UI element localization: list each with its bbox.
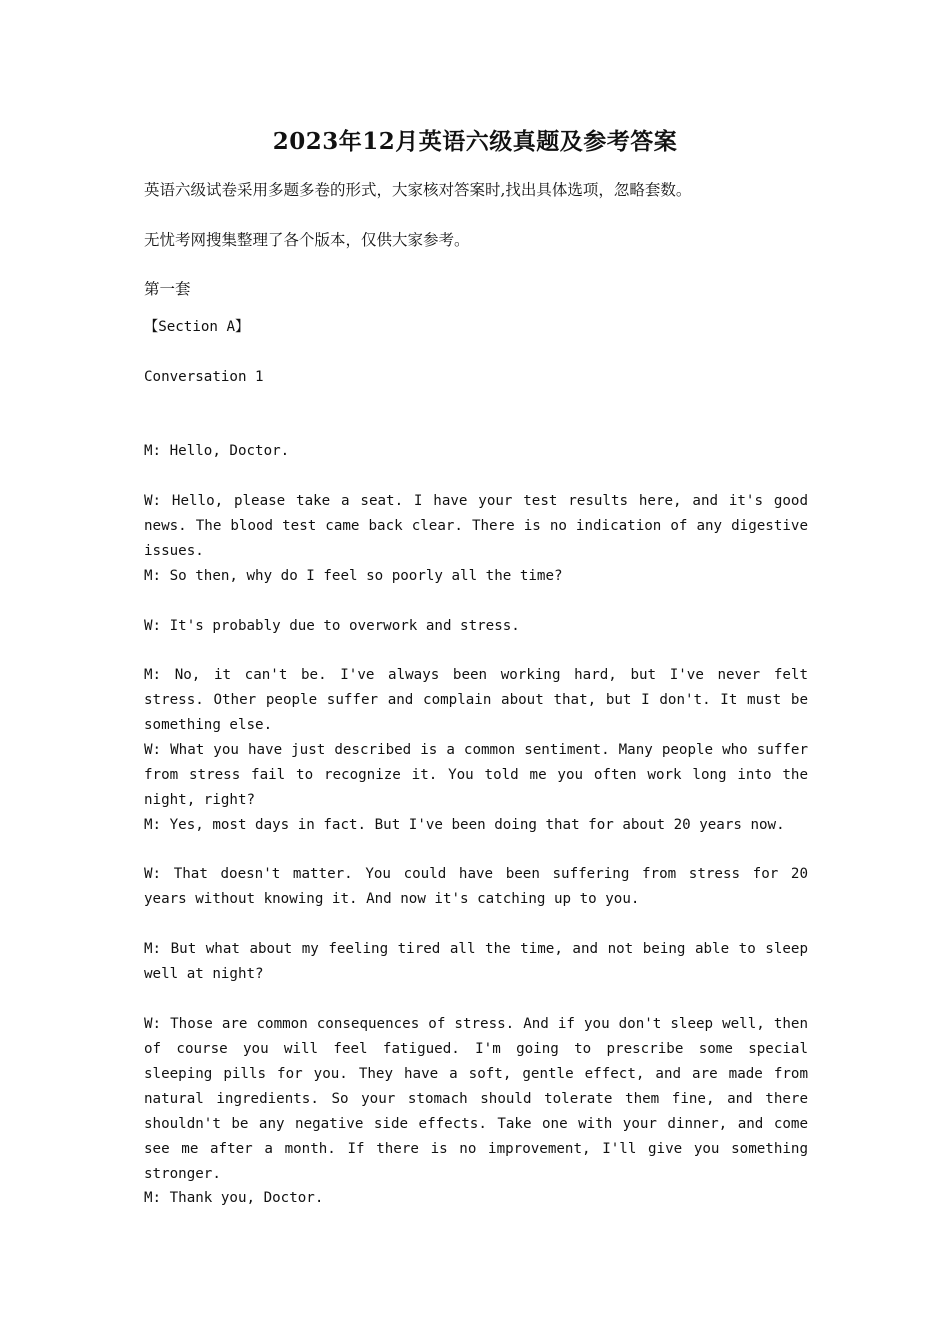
dialogue-line: M: Thank you, Doctor.: [144, 1190, 324, 1206]
dialogue-line: M: Yes, most days in fact. But I've been doing that for about 20 years now.: [144, 817, 785, 833]
set-label: 第一套: [144, 280, 191, 298]
page-title: 2023年12月英语六级真题及参考答案: [272, 128, 678, 155]
dialogue-line: M: No, it can't be. I've always been working hard, but I've never felt stress. Other people suffer and complain about that, but I don't. It must be something else.: [144, 667, 808, 733]
dialogue-line: W: What you have just described is a common sentiment. Many people who suffer from stress fail to recognize it. You told me you often work long into the night, right?: [144, 742, 808, 808]
dialogue-line: W: Those are common consequences of stress. And if you don't sleep well, then of course you will feel fatigued. I'm going to prescribe some special sleeping pills for you. They have a soft, gentle effect, and are made from natural ingredients. So your stomach should tolerate them fine, and there shouldn't be any negative side effects. Take one with your dinner, and come see me after a month. If there is no improvement, I'll give you something stronger.: [144, 1016, 808, 1182]
dialogue-line: W: It's probably due to overwork and stress.: [144, 618, 520, 634]
section-label: 【Section A】: [144, 319, 250, 335]
dialogue-line: M: But what about my feeling tired all the time, and not being able to sleep well at night?: [144, 941, 808, 982]
dialogue-line: W: Hello, please take a seat. I have your test results here, and it's good news. The blood test came back clear. There is no indication of any digestive issues.: [144, 493, 808, 559]
dialogue-line: M: Hello, Doctor.: [144, 443, 290, 459]
dialogue-line: M: So then, why do I feel so poorly all the time?: [144, 568, 563, 584]
intro-paragraph-2: 无忧考网搜集整理了各个版本，仅供大家参考。: [144, 231, 470, 249]
conversation-label: Conversation 1: [144, 369, 264, 385]
intro-paragraph-1: 英语六级试卷采用多题多卷的形式，大家核对答案时,找出具体选项，忽略套数。: [144, 181, 692, 199]
dialogue-line: W: That doesn't matter. You could have been suffering from stress for 20 years without knowing it. And now it's catching up to you.: [144, 866, 808, 907]
